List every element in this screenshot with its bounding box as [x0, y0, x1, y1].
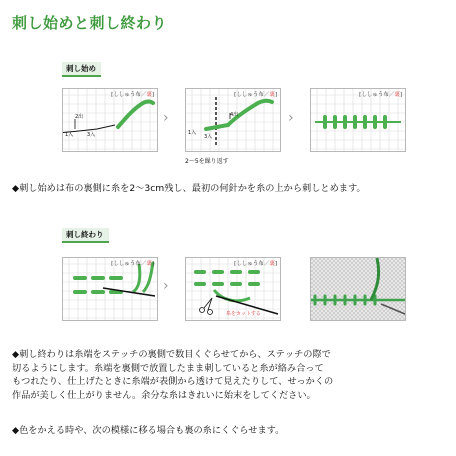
fabric-tag: [ししゅう布／裏]	[111, 92, 154, 98]
start-panel-1-drawing	[63, 89, 157, 151]
page-title: 刺し始めと刺し終わり	[12, 14, 168, 32]
cut-note: 糸をカットする	[226, 311, 261, 317]
section-label-start: 刺し始め	[62, 62, 101, 77]
stitch	[206, 125, 228, 129]
fabric-tag: [ししゅう布／裏]	[359, 92, 402, 98]
thread	[214, 290, 250, 301]
end-description-line: もつれたり、仕上げたときに糸端が表側から透けて見えたりして、せっかくの	[12, 376, 334, 388]
end-panel-1-drawing	[63, 258, 157, 320]
point-label: 1入	[188, 130, 197, 136]
color-note: ◆色をかえる時や、次の模様に移る場合も裏の糸にくぐらせます。	[12, 425, 285, 436]
arrow-right-icon: ›	[288, 110, 294, 126]
start-panel-2-drawing	[186, 89, 280, 151]
arrow-right-icon: ›	[163, 278, 169, 294]
fabric-tag: [ししゅう布／裏]	[234, 92, 277, 98]
repeat-note: 2～5を繰り返す	[185, 158, 229, 165]
end-description-line: 作品が美しく仕上がりません。余分な糸はきれいに始末をしてください。	[12, 389, 316, 401]
fabric-tag: [ししゅう布／裏]	[111, 261, 154, 267]
point-label: 3入	[87, 132, 96, 138]
point-label: 3入	[204, 134, 213, 140]
point-label: 2出	[75, 114, 84, 120]
point-label: 1入	[65, 132, 74, 138]
stitch-row	[325, 117, 385, 127]
start-panel-3-drawing	[311, 89, 405, 151]
scissors-icon	[200, 298, 213, 315]
start-description: ◆刺し始めは布の裏側に糸を2～3cm残し、最初の何針かを糸の上から刺しとめます。	[12, 183, 366, 194]
start-panel-3	[310, 88, 406, 152]
point-label: 4出	[230, 112, 239, 118]
stitch-row	[315, 296, 375, 304]
start-panel-2	[185, 88, 281, 152]
section-label-end: 刺し終わり	[62, 228, 109, 243]
start-panel-1	[62, 88, 158, 152]
end-description	[12, 348, 452, 402]
thread	[133, 264, 140, 292]
end-panel-1	[62, 257, 158, 321]
end-description-line: 切るようにします。糸端を裏側で放置したまま刺していると糸が絡み合って	[12, 362, 324, 374]
end-photo	[310, 257, 406, 321]
end-photo-drawing	[311, 258, 405, 320]
fabric-tag: [ししゅう布／裏]	[234, 261, 277, 267]
end-description-line: ◆刺し終わりは糸端をステッチの裏側で数目くぐらせてから、ステッチの際で	[12, 349, 331, 360]
arrow-right-icon: ›	[163, 110, 169, 126]
end-panel-2	[185, 257, 281, 321]
